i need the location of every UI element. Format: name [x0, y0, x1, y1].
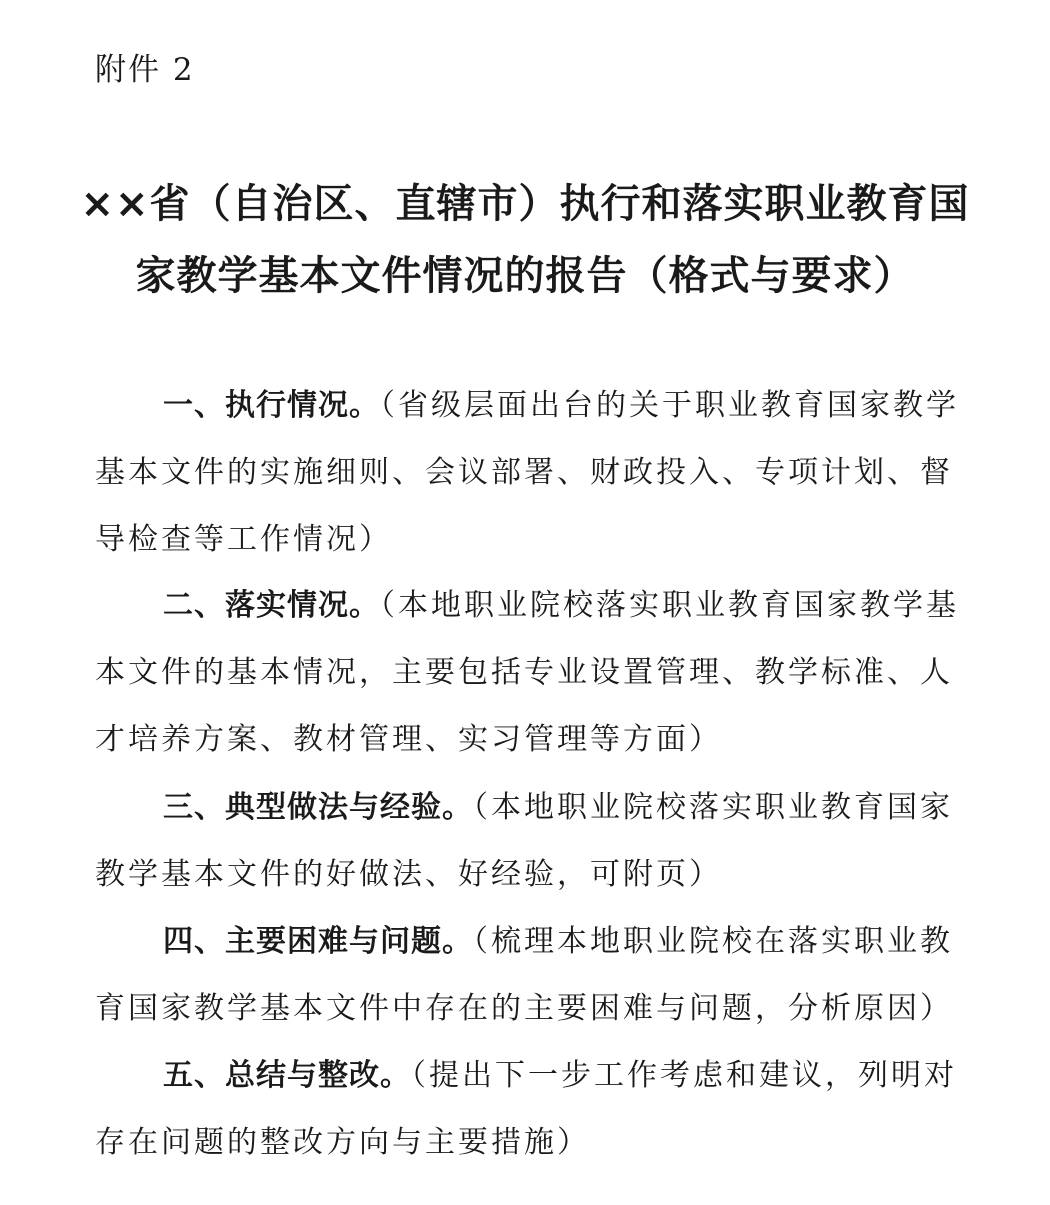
section-body: （本地职业院校落实职业教育国家教学基本文件的基本情况，主要包括专业设置管理、教学标准、人才培养方案、教材管理、实习管理等方面）	[95, 588, 959, 757]
section-difficulties	[95, 908, 975, 1042]
section-heading: 二、落实情况。	[163, 588, 380, 623]
title-line-1: ××省（自治区、直辖市）执行和落实职业教育国	[80, 181, 970, 227]
section-body: （梳理本地职业院校在落实职业教育国家教学基本文件中存在的主要困难与问题，分析原因）	[95, 924, 953, 1026]
attachment-label: 附件 2	[95, 52, 195, 88]
title-line-2: 家教学基本文件情况的报告（格式与要求）	[135, 253, 915, 299]
section-implementation	[95, 572, 975, 773]
section-execution	[95, 372, 975, 573]
section-heading: 一、执行情况。	[163, 388, 380, 423]
section-typical-practices	[95, 774, 975, 908]
section-body: （本地职业院校落实职业教育国家教学基本文件的好做法、好经验，可附页）	[95, 790, 953, 892]
section-body: （省级层面出台的关于职业教育国家教学基本文件的实施细则、会议部署、财政投入、专项计划、督导检查等工作情况）	[95, 388, 959, 557]
section-body: （提出下一步工作考虑和建议，列明对存在问题的整改方向与主要措施）	[95, 1058, 957, 1160]
section-heading: 三、典型做法与经验。	[163, 790, 473, 825]
document-title	[60, 168, 990, 312]
section-heading: 五、总结与整改。	[163, 1058, 411, 1093]
section-summary-rectification	[95, 1042, 975, 1176]
section-heading: 四、主要困难与问题。	[163, 924, 473, 959]
